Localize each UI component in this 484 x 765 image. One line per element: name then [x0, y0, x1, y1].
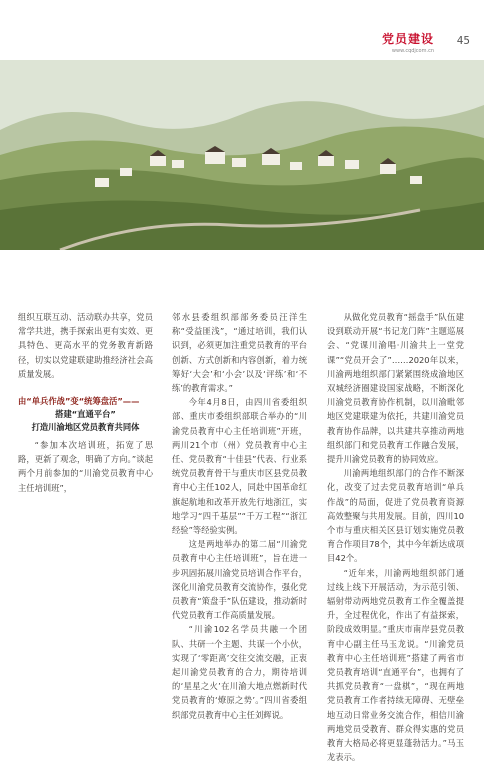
- text-column-1: [18, 310, 153, 495]
- section-heading-lead: 由“单兵作战”变“统筹盘活”——: [18, 396, 140, 407]
- paragraph: 组织互联互动、活动联办共享，党员常学共进，携手探索出更有实效、更具特色、更高水平的党务教育新路径，切实以党建联建助推经济社会高质量发展。: [18, 312, 153, 379]
- landscape-photo: [0, 60, 484, 250]
- page-header: [0, 0, 484, 60]
- landscape-illustration: [0, 60, 484, 250]
- paragraph: 邻水县委组织部部务委员汪洋生称“受益匪浅”，“通过培训，我们认识到，必须更加注重党员教育的平台创新、方式创新和内容创新，着力统筹好‘大会’和‘小会’以及‘评练’和‘不练’的教育需求。”: [172, 312, 307, 394]
- page-number: 45: [456, 34, 470, 47]
- paragraph: “参加本次培训班，拓宽了思路，更新了观念，明确了方向。”谈起两个月前参加的“川渝党员教育中心主任培训班”，: [18, 440, 153, 493]
- paragraph: 今年4月8日，由四川省委组织部、重庆市委组织部联合举办的“川渝党员教育中心主任培训班”开班，两川21个市（州）党员教育中心主任、党员教育“十佳县”代表、行业系统党员教育骨干与重庆市区县党员教育中心主任102人，同赴中国革命红旗起航地和改革开放先行地浙江，实地学习“四千基层”“千万工程”“浙江经验”等经验实例。: [172, 397, 307, 536]
- brand: [382, 30, 434, 54]
- section-heading-subtitle: 打造川渝地区党员教育共同体: [31, 422, 140, 433]
- paragraph: 从做化党员教育“摇盘手”队伍建设到联动开展“书记龙门阵”主题巡展会、“党课川渝唱·川渝共上一堂党课”“党员开会了”……2020年以来，川渝两地组织部门紧紧围绕成渝地区双城经济圈建设国家战略，不断深化川渝党员教育协作机制，以川渝毗邻地区党建联建为依托，共建川渝党员教育协作品牌，以共建共享推动两地组织部门和党员教育工作融合发展，提升川渝党员教育的协同效应。: [327, 312, 464, 465]
- text-column-2: [172, 310, 307, 722]
- paragraph: “近年来，川渝两地组织部门通过线上线下开展活动，为示范引领、辐射带动两地党员教育工作全覆盖提升，全过程优化，作出了有益探索，阶段成效明显。”重庆市南岸县党员教育中心副主任马玉龙说。“川渝党员教育中心主任培训班”搭建了两省市党员教育培训“直通平台”，也拥有了共抓党员教育“一盘棋”，“现在两地党员教育工作者持续无障碍、无壁垒地互动日常业务交流合作，相信川渝两地党员受教育、群众得实惠的党员教育大格局必将更显蓬勃活力。”马玉龙表示。: [327, 567, 464, 763]
- paragraph: 川渝两地组织部门的合作不断深化，改变了过去党员教育培训“单兵作战”的局面，促进了党员教育资源高效整聚与共用发展。目前，四川10个市与重庆相关区县订划实施党员教育合作项目78个，其中今年新达成项目42个。: [327, 468, 464, 564]
- magazine-logo: 党员建设: [381, 32, 434, 46]
- section-heading: [18, 395, 153, 434]
- magazine-url: www.cqdjcom.cn: [391, 48, 434, 54]
- text-column-3: [327, 310, 464, 765]
- paragraph: 这是两地举办的第二届“川渝党员教育中心主任培训班”，旨在进一步巩固拓展川渝党员培训合作平台，深化川渝党员教育交流协作，强化党员教育“策盘手”队伍建设，推动新时代党员教育工作高质量发展。: [172, 539, 307, 621]
- paragraph: “川渝102名学员共融一个团队、共研一个主题、共谋一个小伙，实现了‘零距离’交往交流交融，正衷起川渝党员教育的合力，期待培训的‘星星之火’在川渝大地点燃新时代党员教育的‘燎原之势’。”四川省委组织部党员教育中心主任刘辉说。: [172, 624, 307, 720]
- section-heading-title: 搭建“直通平台”: [55, 409, 116, 420]
